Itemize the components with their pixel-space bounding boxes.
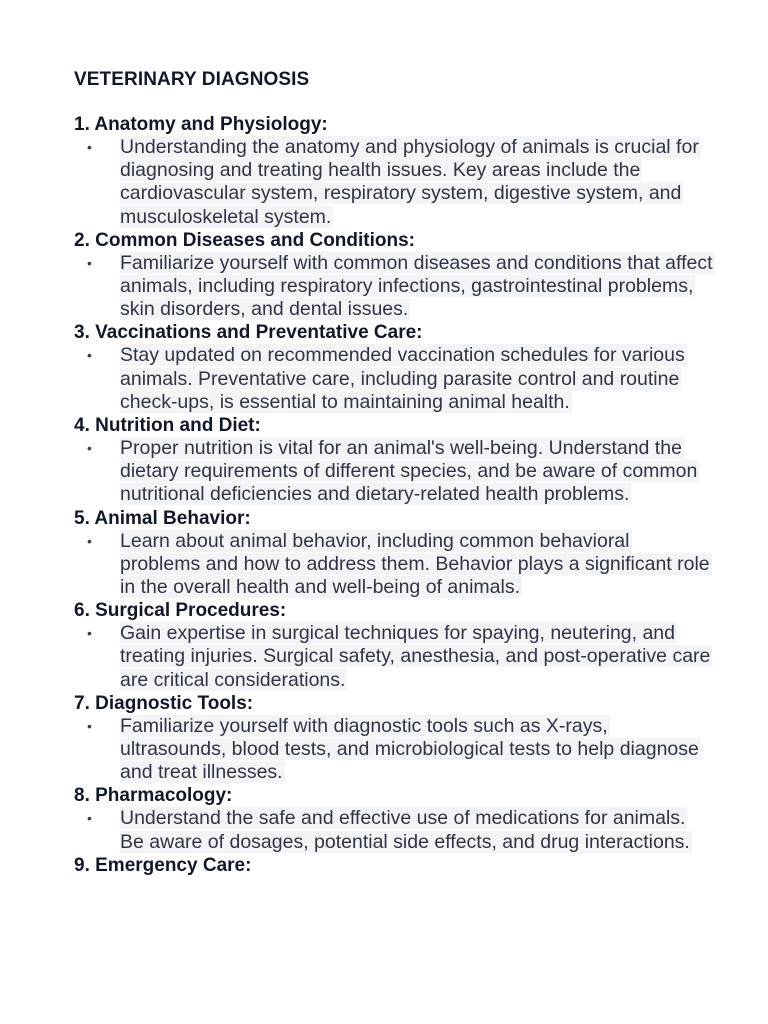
section-heading: 7. Diagnostic Tools: — [74, 692, 254, 714]
section-heading: 6. Surgical Procedures: — [74, 600, 287, 622]
section-heading: 4. Nutrition and Diet: — [74, 415, 261, 437]
bullet-icon: • — [87, 139, 92, 155]
section-vaccinations — [74, 321, 714, 414]
bullet-text: Learn about animal behavior, including common behavioral problems and how to address them. Behavior plays a significant role in the overall health and well-being of animals. — [120, 529, 710, 599]
bullet-text: Understanding the anatomy and physiology of animals is crucial for diagnosing and treating health issues. Key areas include the cardiovascular system, respiratory system, digestive system, and musculoskeletal system. — [120, 136, 699, 228]
bullet-icon: • — [87, 717, 92, 734]
bullet-item — [74, 437, 714, 507]
bullet-icon: • — [87, 810, 92, 827]
section-nutrition — [74, 414, 714, 507]
bullet-item — [74, 715, 714, 785]
section-diseases — [74, 229, 714, 322]
bullet-item — [74, 622, 714, 692]
section-surgical — [74, 599, 714, 692]
section-heading: 8. Pharmacology: — [74, 785, 233, 807]
document-page — [74, 67, 714, 877]
bullet-item — [74, 807, 714, 853]
bullet-item — [74, 344, 714, 414]
bullet-text: Proper nutrition is vital for an animal's well-being. Understand the dietary requirements of different species, and be aware of common nutritional deficiencies and dietary-related health problems. — [120, 437, 698, 506]
bullet-icon: • — [87, 625, 92, 642]
section-anatomy — [74, 113, 714, 229]
bullet-icon: • — [87, 532, 92, 549]
bullet-item — [74, 252, 714, 322]
bullet-item — [74, 530, 714, 600]
section-behavior — [74, 507, 714, 600]
bullet-icon: • — [87, 347, 92, 364]
section-heading: 3. Vaccinations and Preventative Care: — [74, 322, 423, 344]
section-heading: 1. Anatomy and Physiology: — [74, 114, 328, 135]
section-pharmacology — [74, 784, 714, 853]
bullet-icon: • — [87, 440, 92, 457]
bullet-text: Gain expertise in surgical techniques for spaying, neutering, and treating injuries. Surgical safety, anesthesia, and post-operative care are critical considerations. — [120, 622, 711, 691]
section-emergency — [74, 854, 714, 877]
bullet-text: Familiarize yourself with common diseases and conditions that affect animals, including respiratory infections, gastrointestinal problems, skin disorders, and dental issues. — [120, 251, 713, 321]
bullet-text: Understand the safe and effective use of medications for animals. Be aware of dosages, potential side effects, and drug interactions. — [120, 807, 690, 853]
section-heading: 2. Common Diseases and Conditions: — [74, 229, 415, 251]
section-heading: 9. Emergency Care: — [74, 854, 252, 876]
section-diagnostic-tools — [74, 692, 714, 785]
document-title: VETERINARY DIAGNOSIS — [74, 69, 310, 90]
bullet-item — [74, 136, 714, 229]
bullet-text: Familiarize yourself with diagnostic tools such as X-rays, ultrasounds, blood tests, and microbiological tests to help diagnose and treat illnesses. — [120, 714, 699, 784]
bullet-icon: • — [87, 254, 92, 271]
section-heading: 5. Animal Behavior: — [74, 507, 251, 529]
bullet-text: Stay updated on recommended vaccination schedules for various animals. Preventative care, including parasite control and routine check-ups, is essential to maintaining animal health. — [120, 344, 685, 413]
